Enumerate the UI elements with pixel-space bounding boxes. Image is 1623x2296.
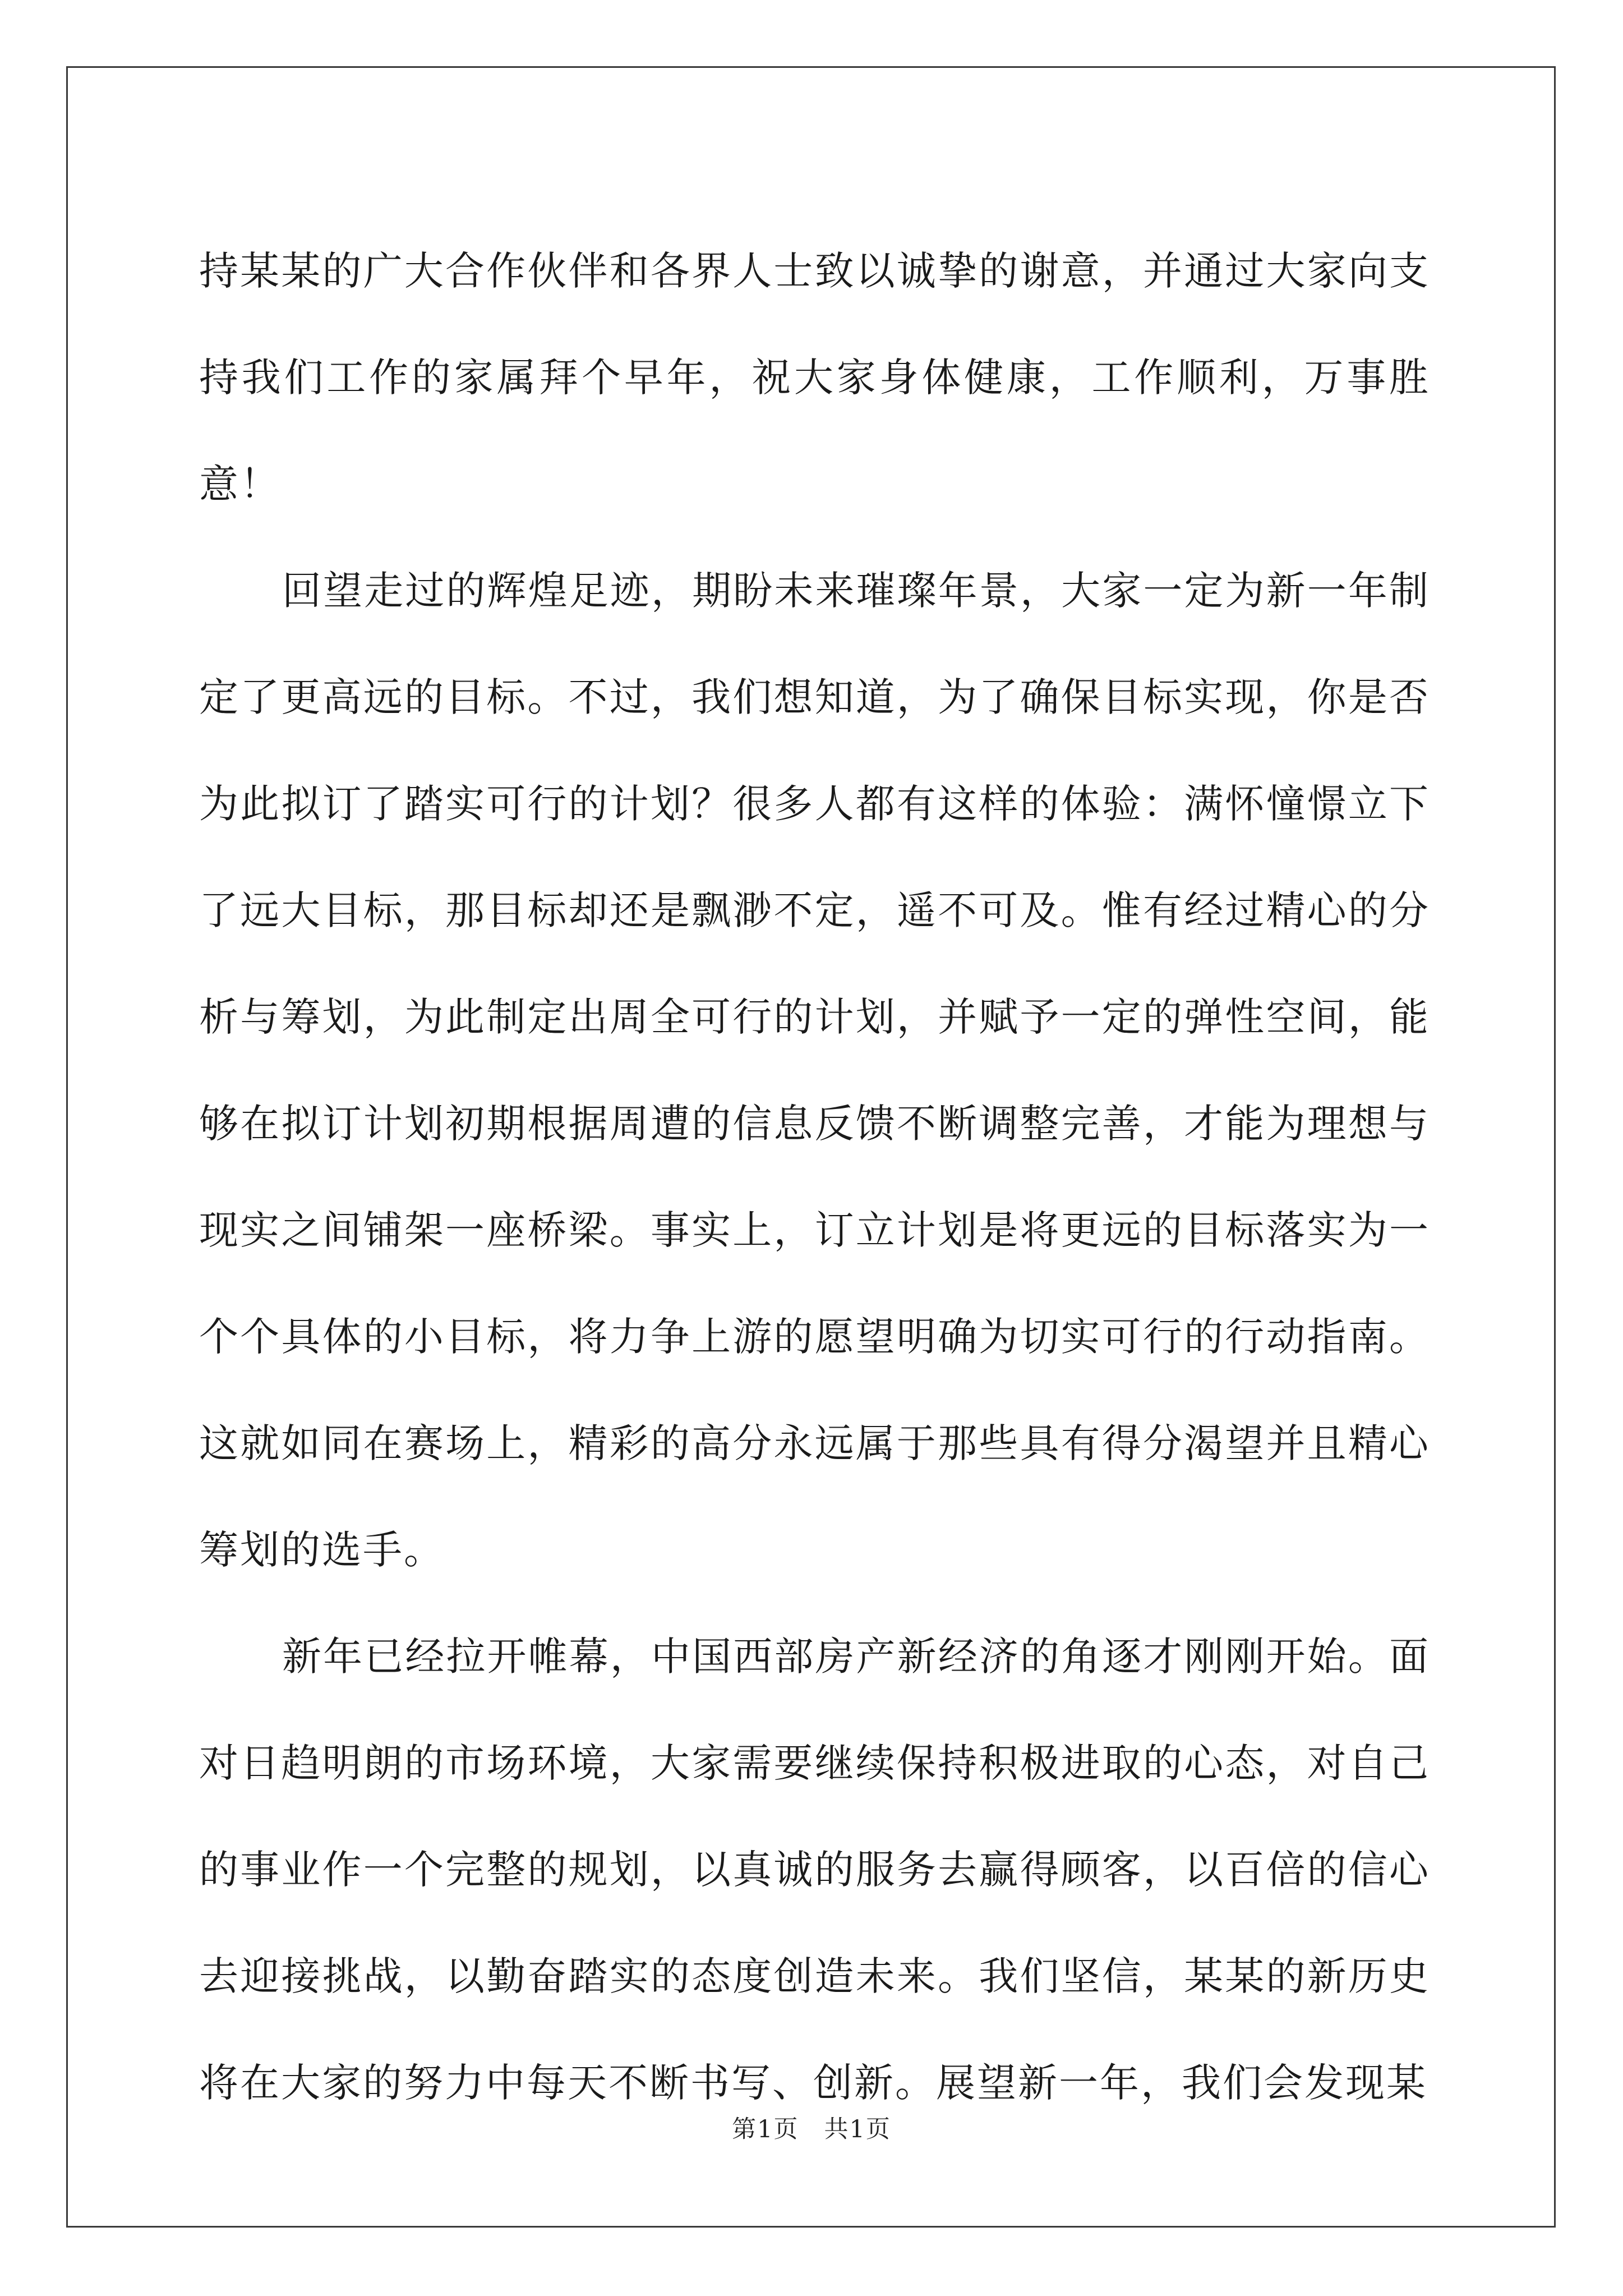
paragraph-1: 持某某的广大合作伙伴和各界人士致以诚挚的谢意，并通过大家向支持我们工作的家属拜个早年，祝大家身体健康，工作顺利，万事胜意！: [199, 248, 1430, 507]
document-body: [199, 218, 1430, 2136]
page-number-footer: 第1页 共1页: [732, 2115, 891, 2143]
paragraph-2: 回望走过的辉煌足迹，期盼未来璀璨年景，大家一定为新一年制定了更高远的目标。不过，我们想知道，为了确保目标实现，你是否为此拟订了踏实可行的计划？很多人都有这样的体验：满怀憧憬立下了远大目标，那目标却还是飘渺不定，遥不可及。惟有经过精心的分析与筹划，为此制定出周全可行的计划，并赋予一定的弹性空间，能够在拟订计划初期根据周遭的信息反馈不断调整完善，才能为理想与现实之间铺架一座桥梁。事实上，订立计划是将更远的目标落实为一个个具体的小目标，将力争上游的愿望明确为切实可行的行动指南。这就如同在赛场上，精彩的高分永远属于那些具有得分渴望并且精心筹划的选手。: [199, 568, 1430, 1573]
paragraph-3: 新年已经拉开帷幕，中国西部房产新经济的角逐才刚刚开始。面对日趋明朗的市场环境，大家需要继续保持积极进取的心态，对自己的事业作一个完整的规划，以真诚的服务去赢得顾客，以百倍的信心去迎接挑战，以勤奋踏实的态度创造未来。我们坚信，某某的新历史将在大家的努力中每天不断书写、创新。展望新一年，我们会发现某: [199, 1634, 1430, 2106]
